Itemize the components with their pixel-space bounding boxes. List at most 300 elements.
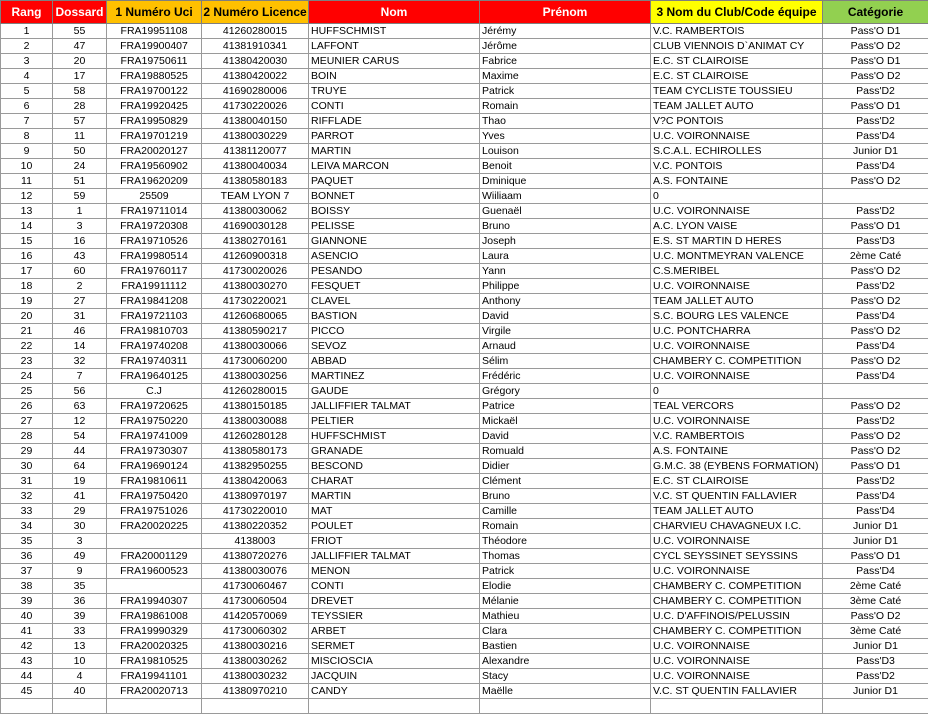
cell-categorie[interactable]: Junior D1 [823,639,928,654]
cell-dossard[interactable]: 9 [53,564,107,579]
cell-club[interactable]: V.C. ST QUENTIN FALLAVIER [651,489,823,504]
header-licence[interactable]: 2 Numéro Licence [202,1,309,24]
cell-prenom[interactable]: Louison [480,144,651,159]
cell-prenom[interactable]: Romuald [480,444,651,459]
cell-categorie[interactable]: Pass'D2 [823,204,928,219]
cell-nom[interactable]: BASTION [309,309,480,324]
cell-prenom[interactable]: Grégory [480,384,651,399]
cell-club[interactable]: TEAM CYCLISTE TOUSSIEU [651,84,823,99]
cell-uci[interactable]: FRA19710526 [107,234,202,249]
cell-licence[interactable]: 41380030262 [202,654,309,669]
cell-club[interactable]: 0 [651,384,823,399]
cell-licence[interactable]: 41380580183 [202,174,309,189]
cell-uci[interactable]: FRA20020127 [107,144,202,159]
cell-nom[interactable]: GIANNONE [309,234,480,249]
cell-prenom[interactable]: Thomas [480,549,651,564]
cell-categorie[interactable]: Pass'O D2 [823,69,928,84]
cell-dossard[interactable]: 19 [53,474,107,489]
cell-prenom[interactable]: Camille [480,504,651,519]
cell-club[interactable]: U.C. VOIRONNAISE [651,339,823,354]
cell-uci[interactable]: FRA19950829 [107,114,202,129]
cell-uci[interactable]: FRA19740208 [107,339,202,354]
cell-club[interactable]: U.C. VOIRONNAISE [651,279,823,294]
cell-licence[interactable]: 41380720276 [202,549,309,564]
cell-dossard[interactable]: 51 [53,174,107,189]
cell-rang[interactable]: 11 [1,174,53,189]
cell-nom[interactable]: SERMET [309,639,480,654]
cell-prenom[interactable]: Maxime [480,69,651,84]
cell-licence[interactable]: 41420570069 [202,609,309,624]
empty-cell[interactable] [823,699,928,714]
cell-club[interactable]: TEAM JALLET AUTO [651,294,823,309]
cell-licence[interactable]: 41380040150 [202,114,309,129]
cell-uci[interactable]: FRA19711014 [107,204,202,219]
cell-uci[interactable]: FRA20001129 [107,549,202,564]
cell-club[interactable]: C.S.MERIBEL [651,264,823,279]
cell-club[interactable]: A.C. LYON VAISE [651,219,823,234]
cell-categorie[interactable]: Pass'D4 [823,129,928,144]
cell-nom[interactable]: RIFFLADE [309,114,480,129]
cell-prenom[interactable]: Clara [480,624,651,639]
cell-rang[interactable]: 36 [1,549,53,564]
cell-club[interactable]: U.C. VOIRONNAISE [651,654,823,669]
cell-prenom[interactable]: Virgile [480,324,651,339]
cell-uci[interactable]: FRA19861008 [107,609,202,624]
cell-nom[interactable]: CANDY [309,684,480,699]
cell-licence[interactable]: 4138003 [202,534,309,549]
cell-licence[interactable]: 41730060200 [202,354,309,369]
cell-categorie[interactable]: Junior D1 [823,519,928,534]
cell-dossard[interactable]: 28 [53,99,107,114]
cell-licence[interactable]: 41380970210 [202,684,309,699]
cell-rang[interactable]: 28 [1,429,53,444]
cell-categorie[interactable]: 3ème Caté [823,624,928,639]
cell-nom[interactable]: POULET [309,519,480,534]
cell-club[interactable]: CHAMBERY C. COMPETITION [651,354,823,369]
cell-prenom[interactable]: Bruno [480,489,651,504]
cell-licence[interactable]: 41380030216 [202,639,309,654]
cell-licence[interactable]: 41380420063 [202,474,309,489]
cell-prenom[interactable]: Wiiliaam [480,189,651,204]
cell-dossard[interactable]: 3 [53,534,107,549]
cell-prenom[interactable]: Fabrice [480,54,651,69]
cell-licence[interactable]: 41380030270 [202,279,309,294]
cell-categorie[interactable]: Pass'D4 [823,159,928,174]
cell-dossard[interactable]: 1 [53,204,107,219]
cell-categorie[interactable]: 3ème Caté [823,594,928,609]
cell-club[interactable]: U.C. PONTCHARRA [651,324,823,339]
cell-prenom[interactable]: Benoit [480,159,651,174]
cell-club[interactable]: U.C. VOIRONNAISE [651,564,823,579]
cell-uci[interactable]: FRA19940307 [107,594,202,609]
cell-categorie[interactable]: Junior D1 [823,144,928,159]
cell-uci[interactable]: FRA19560902 [107,159,202,174]
cell-categorie[interactable]: Pass'D4 [823,369,928,384]
cell-dossard[interactable]: 14 [53,339,107,354]
cell-nom[interactable]: CONTI [309,579,480,594]
cell-dossard[interactable]: 60 [53,264,107,279]
cell-rang[interactable]: 43 [1,654,53,669]
cell-licence[interactable]: 41380220352 [202,519,309,534]
cell-nom[interactable]: PELTIER [309,414,480,429]
cell-rang[interactable]: 26 [1,399,53,414]
cell-categorie[interactable]: Pass'O D2 [823,609,928,624]
cell-uci[interactable]: FRA19810525 [107,654,202,669]
cell-dossard[interactable]: 30 [53,519,107,534]
cell-rang[interactable]: 24 [1,369,53,384]
cell-licence[interactable]: 41380030062 [202,204,309,219]
cell-nom[interactable]: HUFFSCHMIST [309,429,480,444]
cell-uci[interactable]: FRA19740311 [107,354,202,369]
cell-licence[interactable]: 41690280006 [202,84,309,99]
cell-licence[interactable]: 41380420030 [202,54,309,69]
cell-uci[interactable]: FRA19730307 [107,444,202,459]
cell-uci[interactable]: FRA20020713 [107,684,202,699]
cell-prenom[interactable]: Anthony [480,294,651,309]
cell-nom[interactable]: MENON [309,564,480,579]
cell-dossard[interactable]: 20 [53,54,107,69]
cell-uci[interactable]: FRA19721103 [107,309,202,324]
cell-uci[interactable]: FRA19880525 [107,69,202,84]
cell-nom[interactable]: GRANADE [309,444,480,459]
cell-categorie[interactable]: Pass'O D1 [823,219,928,234]
cell-uci[interactable]: FRA19900407 [107,39,202,54]
cell-club[interactable]: V?C PONTOIS [651,114,823,129]
cell-rang[interactable]: 41 [1,624,53,639]
cell-nom[interactable]: MARTIN [309,489,480,504]
cell-dossard[interactable]: 24 [53,159,107,174]
empty-cell[interactable] [651,699,823,714]
cell-nom[interactable]: FESQUET [309,279,480,294]
cell-categorie[interactable]: Pass'O D2 [823,294,928,309]
cell-categorie[interactable]: Pass'O D2 [823,39,928,54]
cell-prenom[interactable]: Guenaël [480,204,651,219]
cell-dossard[interactable]: 44 [53,444,107,459]
cell-rang[interactable]: 35 [1,534,53,549]
cell-prenom[interactable]: Thao [480,114,651,129]
cell-categorie[interactable]: Pass'D2 [823,669,928,684]
cell-categorie[interactable]: Pass'O D1 [823,99,928,114]
cell-licence[interactable]: 41380580173 [202,444,309,459]
cell-prenom[interactable]: Elodie [480,579,651,594]
cell-categorie[interactable]: Pass'O D2 [823,399,928,414]
cell-licence[interactable]: 41260900318 [202,249,309,264]
cell-licence[interactable]: 41260280128 [202,429,309,444]
cell-club[interactable]: V.C. RAMBERTOIS [651,429,823,444]
cell-club[interactable]: V.C. PONTOIS [651,159,823,174]
cell-uci[interactable] [107,534,202,549]
cell-dossard[interactable]: 12 [53,414,107,429]
cell-prenom[interactable]: Mickaël [480,414,651,429]
cell-rang[interactable]: 23 [1,354,53,369]
cell-nom[interactable]: PICCO [309,324,480,339]
cell-rang[interactable]: 20 [1,309,53,324]
cell-rang[interactable]: 22 [1,339,53,354]
cell-rang[interactable]: 1 [1,24,53,39]
header-nom[interactable]: Nom [309,1,480,24]
header-categorie[interactable]: Catégorie [823,1,928,24]
cell-club[interactable]: E.S. ST MARTIN D HERES [651,234,823,249]
cell-club[interactable]: CHAMBERY C. COMPETITION [651,594,823,609]
cell-prenom[interactable]: Laura [480,249,651,264]
cell-categorie[interactable]: Pass'O D2 [823,264,928,279]
cell-club[interactable]: V.C. ST QUENTIN FALLAVIER [651,684,823,699]
cell-club[interactable]: U.C. VOIRONNAISE [651,669,823,684]
cell-prenom[interactable]: Frédéric [480,369,651,384]
cell-dossard[interactable]: 64 [53,459,107,474]
cell-uci[interactable]: 25509 [107,189,202,204]
cell-prenom[interactable]: Patrick [480,564,651,579]
empty-cell[interactable] [309,699,480,714]
cell-licence[interactable]: 41380970197 [202,489,309,504]
cell-uci[interactable]: FRA19620209 [107,174,202,189]
cell-nom[interactable]: JALLIFFIER TALMAT [309,399,480,414]
cell-dossard[interactable]: 27 [53,294,107,309]
cell-nom[interactable]: JALLIFFIER TALMAT [309,549,480,564]
cell-uci[interactable] [107,579,202,594]
cell-categorie[interactable]: Pass'D2 [823,114,928,129]
cell-categorie[interactable]: Pass'D4 [823,339,928,354]
cell-rang[interactable]: 44 [1,669,53,684]
cell-rang[interactable]: 16 [1,249,53,264]
cell-rang[interactable]: 45 [1,684,53,699]
empty-cell[interactable] [480,699,651,714]
cell-dossard[interactable]: 58 [53,84,107,99]
cell-rang[interactable]: 10 [1,159,53,174]
cell-prenom[interactable]: Joseph [480,234,651,249]
cell-dossard[interactable]: 40 [53,684,107,699]
cell-licence[interactable]: 41380040034 [202,159,309,174]
cell-club[interactable]: CHARVIEU CHAVAGNEUX I.C. [651,519,823,534]
cell-categorie[interactable]: Pass'O D2 [823,174,928,189]
cell-licence[interactable]: 41381910341 [202,39,309,54]
cell-club[interactable]: U.C. VOIRONNAISE [651,414,823,429]
cell-categorie[interactable]: Pass'D4 [823,564,928,579]
cell-prenom[interactable]: Didier [480,459,651,474]
cell-licence[interactable]: 41380030229 [202,129,309,144]
cell-club[interactable]: TEAM JALLET AUTO [651,99,823,114]
cell-dossard[interactable]: 3 [53,219,107,234]
cell-categorie[interactable]: Pass'O D1 [823,549,928,564]
cell-categorie[interactable]: 2ème Caté [823,249,928,264]
cell-licence[interactable]: 41380150185 [202,399,309,414]
cell-uci[interactable]: FRA19741009 [107,429,202,444]
cell-categorie[interactable]: Junior D1 [823,534,928,549]
cell-prenom[interactable]: Alexandre [480,654,651,669]
cell-categorie[interactable]: Pass'D4 [823,309,928,324]
cell-rang[interactable]: 13 [1,204,53,219]
cell-nom[interactable]: ABBAD [309,354,480,369]
empty-cell[interactable] [202,699,309,714]
cell-nom[interactable]: SEVOZ [309,339,480,354]
cell-categorie[interactable]: Pass'D2 [823,279,928,294]
cell-rang[interactable]: 30 [1,459,53,474]
cell-prenom[interactable]: Patrick [480,84,651,99]
cell-dossard[interactable]: 59 [53,189,107,204]
cell-prenom[interactable]: Maëlle [480,684,651,699]
empty-cell[interactable] [1,699,53,714]
cell-rang[interactable]: 8 [1,129,53,144]
cell-licence[interactable]: 41380030066 [202,339,309,354]
header-club[interactable]: 3 Nom du Club/Code équipe [651,1,823,24]
cell-nom[interactable]: MEUNIER CARUS [309,54,480,69]
cell-rang[interactable]: 5 [1,84,53,99]
cell-dossard[interactable]: 50 [53,144,107,159]
cell-club[interactable]: U.C. VOIRONNAISE [651,639,823,654]
cell-dossard[interactable]: 4 [53,669,107,684]
cell-categorie[interactable]: Pass'D2 [823,474,928,489]
cell-licence[interactable]: 41730060302 [202,624,309,639]
cell-dossard[interactable]: 10 [53,654,107,669]
cell-categorie[interactable] [823,189,928,204]
cell-club[interactable]: U.C. VOIRONNAISE [651,204,823,219]
cell-nom[interactable]: PARROT [309,129,480,144]
cell-nom[interactable]: LEIVA MARCON [309,159,480,174]
cell-uci[interactable]: FRA20020325 [107,639,202,654]
cell-uci[interactable]: FRA19720625 [107,399,202,414]
cell-nom[interactable]: CHARAT [309,474,480,489]
cell-categorie[interactable]: Pass'O D1 [823,459,928,474]
cell-club[interactable]: CHAMBERY C. COMPETITION [651,579,823,594]
cell-uci[interactable]: FRA19720308 [107,219,202,234]
cell-categorie[interactable]: Pass'D3 [823,654,928,669]
cell-prenom[interactable]: Jérôme [480,39,651,54]
cell-club[interactable]: E.C. ST CLAIROISE [651,474,823,489]
cell-nom[interactable]: PELISSE [309,219,480,234]
cell-nom[interactable]: ASENCIO [309,249,480,264]
cell-club[interactable]: E.C. ST CLAIROISE [651,54,823,69]
cell-licence[interactable]: 41380030232 [202,669,309,684]
cell-categorie[interactable]: Junior D1 [823,684,928,699]
cell-dossard[interactable]: 33 [53,624,107,639]
empty-cell[interactable] [53,699,107,714]
cell-club[interactable]: 0 [651,189,823,204]
cell-prenom[interactable]: Dminique [480,174,651,189]
cell-prenom[interactable]: Patrice [480,399,651,414]
cell-dossard[interactable]: 55 [53,24,107,39]
cell-nom[interactable]: PESANDO [309,264,480,279]
cell-rang[interactable]: 25 [1,384,53,399]
cell-prenom[interactable]: Romain [480,519,651,534]
cell-dossard[interactable]: 17 [53,69,107,84]
cell-rang[interactable]: 29 [1,444,53,459]
cell-nom[interactable]: FRIOT [309,534,480,549]
cell-dossard[interactable]: 32 [53,354,107,369]
cell-nom[interactable]: TEYSSIER [309,609,480,624]
cell-uci[interactable]: FRA19640125 [107,369,202,384]
cell-club[interactable]: A.S. FONTAINE [651,444,823,459]
cell-uci[interactable]: FRA19760117 [107,264,202,279]
cell-licence[interactable]: 41380590217 [202,324,309,339]
cell-prenom[interactable]: David [480,429,651,444]
cell-nom[interactable]: MAT [309,504,480,519]
cell-club[interactable]: U.C. VOIRONNAISE [651,369,823,384]
cell-prenom[interactable]: Théodore [480,534,651,549]
cell-licence[interactable]: 41380270161 [202,234,309,249]
cell-dossard[interactable]: 49 [53,549,107,564]
cell-rang[interactable]: 2 [1,39,53,54]
cell-uci[interactable]: FRA20020225 [107,519,202,534]
cell-nom[interactable]: LAFFONT [309,39,480,54]
cell-categorie[interactable]: Pass'D4 [823,504,928,519]
cell-rang[interactable]: 39 [1,594,53,609]
cell-licence[interactable]: 41380030076 [202,564,309,579]
cell-rang[interactable]: 4 [1,69,53,84]
cell-uci[interactable]: FRA19810703 [107,324,202,339]
cell-rang[interactable]: 37 [1,564,53,579]
cell-rang[interactable]: 27 [1,414,53,429]
cell-licence[interactable]: 41730060504 [202,594,309,609]
cell-rang[interactable]: 3 [1,54,53,69]
cell-dossard[interactable]: 16 [53,234,107,249]
cell-nom[interactable]: JACQUIN [309,669,480,684]
cell-dossard[interactable]: 29 [53,504,107,519]
cell-club[interactable]: TEAM JALLET AUTO [651,504,823,519]
cell-licence[interactable]: 41380420022 [202,69,309,84]
cell-uci[interactable]: FRA19941101 [107,669,202,684]
cell-licence[interactable]: 41260280015 [202,24,309,39]
cell-club[interactable]: CLUB VIENNOIS D`ANIMAT CY [651,39,823,54]
cell-prenom[interactable]: Bruno [480,219,651,234]
cell-club[interactable]: S.C. BOURG LES VALENCE [651,309,823,324]
cell-rang[interactable]: 21 [1,324,53,339]
cell-prenom[interactable]: Philippe [480,279,651,294]
cell-nom[interactable]: TRUYE [309,84,480,99]
cell-categorie[interactable] [823,384,928,399]
cell-prenom[interactable]: Bastien [480,639,651,654]
cell-uci[interactable]: FRA19980514 [107,249,202,264]
cell-prenom[interactable]: Arnaud [480,339,651,354]
cell-rang[interactable]: 17 [1,264,53,279]
cell-rang[interactable]: 33 [1,504,53,519]
cell-prenom[interactable]: Mélanie [480,594,651,609]
cell-nom[interactable]: BONNET [309,189,480,204]
empty-cell[interactable] [107,699,202,714]
cell-club[interactable]: CHAMBERY C. COMPETITION [651,624,823,639]
cell-uci[interactable]: FRA19750420 [107,489,202,504]
cell-dossard[interactable]: 35 [53,579,107,594]
cell-prenom[interactable]: Mathieu [480,609,651,624]
cell-licence[interactable]: 41730220021 [202,294,309,309]
cell-dossard[interactable]: 13 [53,639,107,654]
cell-rang[interactable]: 38 [1,579,53,594]
cell-club[interactable]: U.C. VOIRONNAISE [651,129,823,144]
cell-licence[interactable]: TEAM LYON 7 [202,189,309,204]
cell-dossard[interactable]: 31 [53,309,107,324]
cell-uci[interactable]: FRA19751026 [107,504,202,519]
header-uci[interactable]: 1 Numéro Uci [107,1,202,24]
cell-prenom[interactable]: Romain [480,99,651,114]
cell-club[interactable]: A.S. FONTAINE [651,174,823,189]
cell-licence[interactable]: 41380030256 [202,369,309,384]
cell-club[interactable]: V.C. RAMBERTOIS [651,24,823,39]
header-prenom[interactable]: Prénom [480,1,651,24]
cell-licence[interactable]: 41382950255 [202,459,309,474]
cell-nom[interactable]: BOIN [309,69,480,84]
cell-uci[interactable]: FRA19750220 [107,414,202,429]
cell-nom[interactable]: MARTIN [309,144,480,159]
cell-uci[interactable]: FRA19841208 [107,294,202,309]
cell-rang[interactable]: 19 [1,294,53,309]
cell-nom[interactable]: GAUDE [309,384,480,399]
cell-prenom[interactable]: Yves [480,129,651,144]
cell-rang[interactable]: 34 [1,519,53,534]
cell-categorie[interactable]: Pass'O D1 [823,54,928,69]
cell-uci[interactable]: C.J [107,384,202,399]
cell-categorie[interactable]: Pass'O D2 [823,444,928,459]
cell-licence[interactable]: 41730060467 [202,579,309,594]
cell-rang[interactable]: 40 [1,609,53,624]
